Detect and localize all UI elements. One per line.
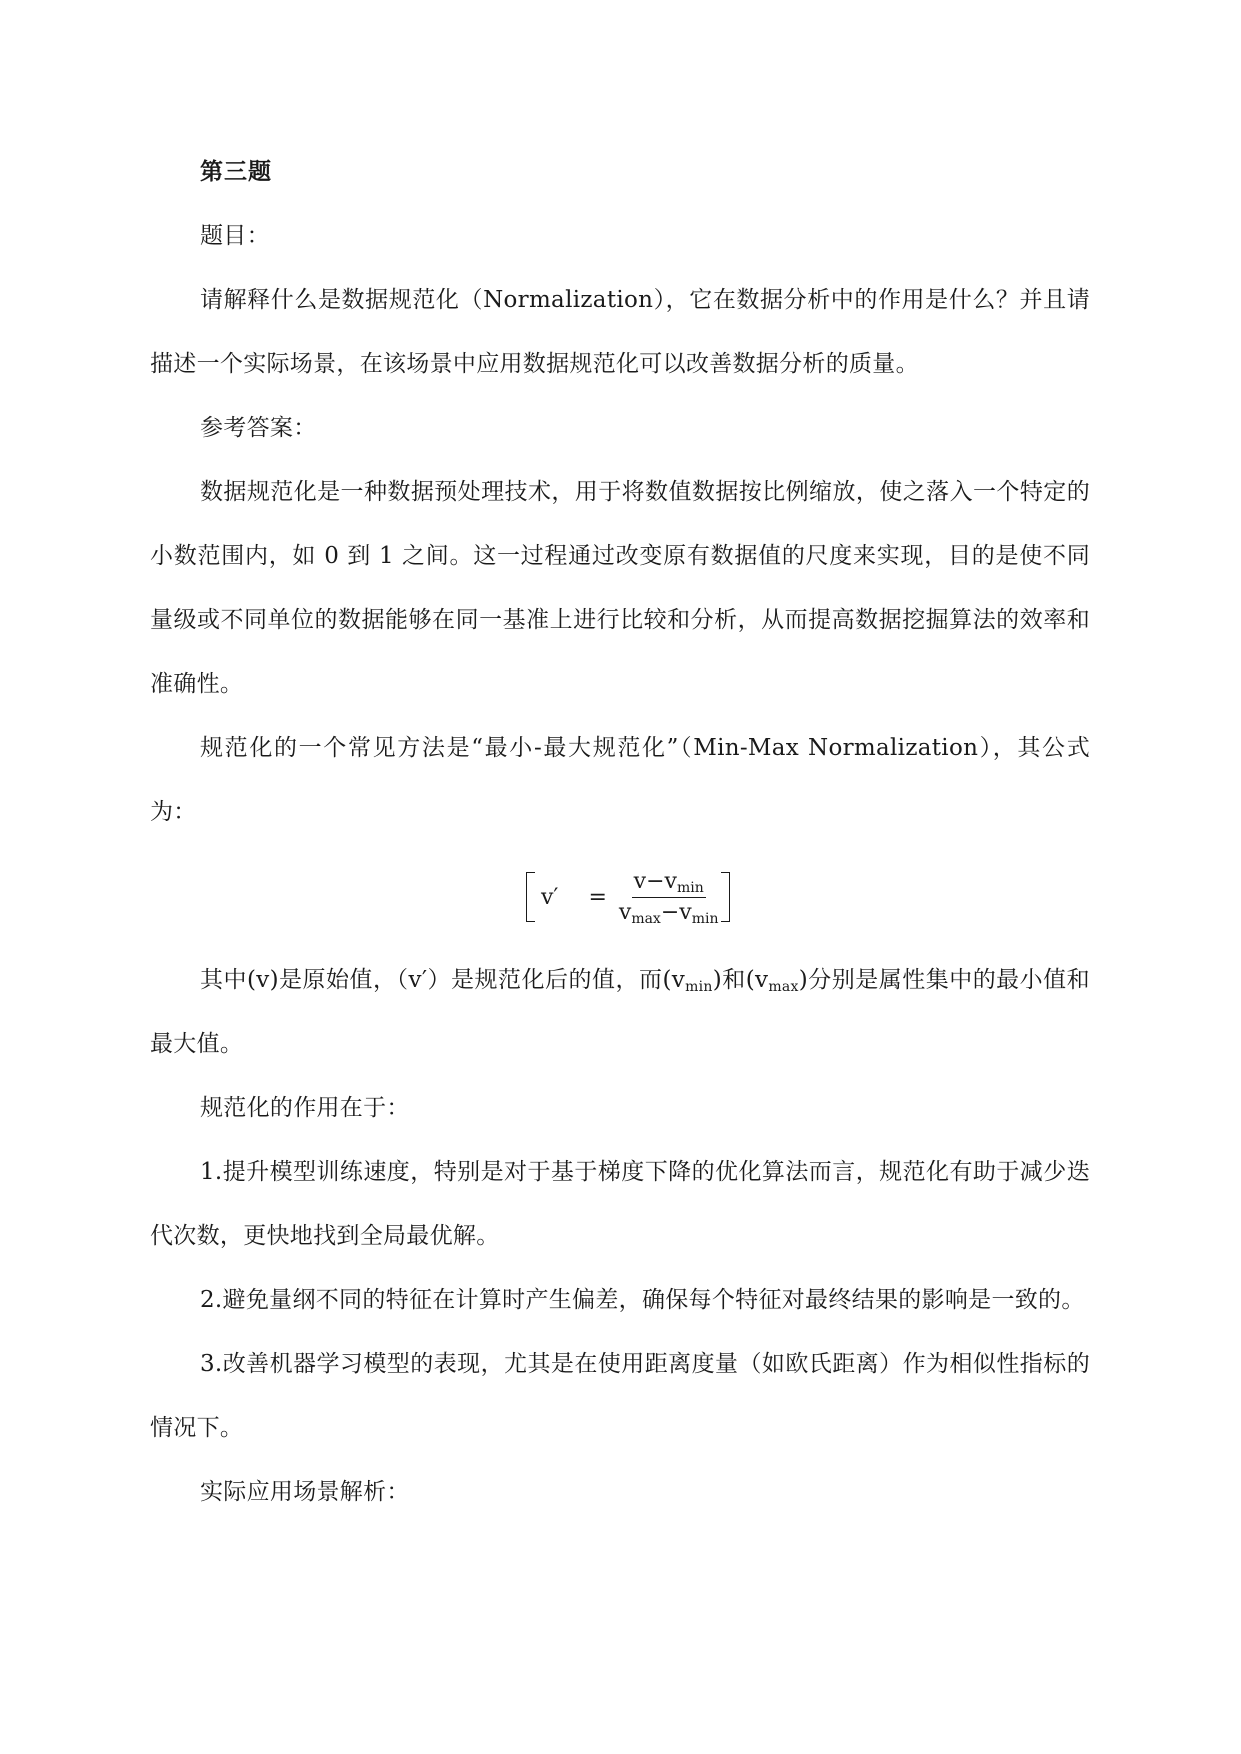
- denominator-text-1: v: [618, 899, 632, 925]
- formula-left-bracket: [526, 872, 535, 922]
- role-label: 规范化的作用在于：: [200, 1095, 410, 1121]
- explain-text-2: 是原始值，（v′）是规范化后的值，而: [278, 967, 663, 993]
- formula-denominator: [617, 898, 721, 926]
- vmax-base: (v: [745, 967, 769, 993]
- formula-numerator: [632, 869, 706, 898]
- explain-symbol-vmin: [663, 967, 723, 993]
- vmin-base: (v: [662, 967, 686, 993]
- formula-fraction: [617, 869, 721, 926]
- explain-text-4: 分别是属性集中的最小值和最大值。: [150, 967, 1090, 1057]
- question-label: 题目：: [200, 223, 270, 249]
- formula-right-bracket: [721, 872, 730, 922]
- section-heading: 第三题: [200, 158, 272, 185]
- formula-equals: =: [588, 884, 607, 910]
- vmin-subscript: min: [685, 979, 713, 995]
- numerator-text: v−v: [633, 868, 677, 894]
- role-item-1: 1.提升模型训练速度，特别是对于基于梯度下降的优化算法而言，规范化有助于减少迭代次数，更快地找到全局最优解。: [150, 1159, 1090, 1249]
- denominator-text-2: −v: [660, 899, 692, 925]
- vmax-subscript: max: [768, 979, 799, 995]
- role-item-3: 3.改善机器学习模型的表现，尤其是在使用距离度量（如欧氏距离）作为相似性指标的情况下。: [150, 1351, 1090, 1441]
- explain-text-1: 其中: [200, 967, 247, 993]
- explain-text-3: 和: [722, 967, 746, 993]
- formula-explanation: [150, 948, 1090, 1076]
- explain-symbol-v: (v): [247, 967, 279, 993]
- numerator-subscript: min: [676, 879, 704, 896]
- explain-symbol-vmax: [746, 967, 808, 993]
- answer-label: 参考答案：: [200, 415, 317, 441]
- formula-block: [150, 844, 1090, 948]
- formula-lhs: v′: [541, 884, 559, 910]
- answer-paragraph-method: 规范化的一个常见方法是“最小-最大规范化”（Min-Max Normalization），其公式为：: [150, 735, 1090, 825]
- role-item-2: 2.避免量纲不同的特征在计算时产生偏差，确保每个特征对最终结果的影响是一致的。: [200, 1287, 1085, 1313]
- document-body: [150, 140, 1090, 1524]
- scenario-label: 实际应用场景解析：: [200, 1479, 410, 1505]
- min-max-formula: [526, 866, 730, 928]
- vmax-close: ): [798, 967, 809, 993]
- answer-paragraph-definition: 数据规范化是一种数据预处理技术，用于将数值数据按比例缩放，使之落入一个特定的小数范围内，如 0 到 1 之间。这一过程通过改变原有数据值的尺度来实现，目的是使不同量级或不同单位的数据能够在同一基准上进行比较和分析，从而提高数据挖掘算法的效率和准确性。: [150, 479, 1090, 697]
- denominator-subscript-2: min: [691, 910, 719, 927]
- denominator-subscript-1: max: [631, 910, 661, 927]
- question-text: 请解释什么是数据规范化（Normalization），它在数据分析中的作用是什么？并且请描述一个实际场景，在该场景中应用数据规范化可以改善数据分析的质量。: [150, 287, 1090, 377]
- vmin-close: ): [712, 967, 723, 993]
